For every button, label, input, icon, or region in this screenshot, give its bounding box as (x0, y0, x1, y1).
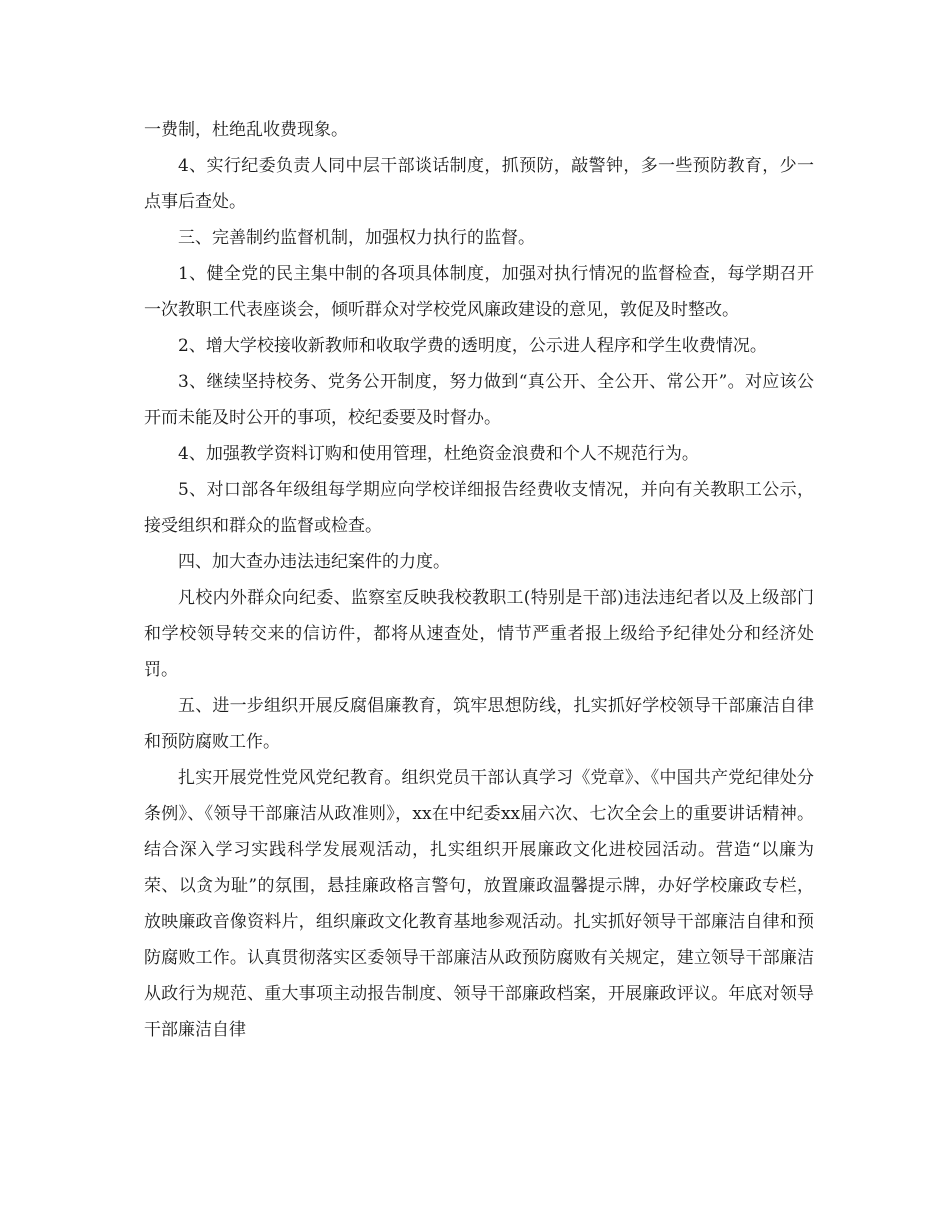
section-heading-4: 四、加大查办违法违纪案件的力度。 (178, 552, 450, 572)
paragraph-item-5-funds-report: 5、对口部各年级组每学期应向学校详细报告经费收支情况，并向有关教职工公示，接受组织和群众的监督或检查。 (144, 480, 814, 536)
paragraph-party-education: 扎实开展党性党风党纪教育。组织党员干部认真学习《党章》、《中国共产党纪律处分条例》、《领导干部廉洁从政准则》，xx在中纪委xx届六次、七次全会上的重要讲话精神。结合深入学习实践科学发展观活动，扎实组织开展廉政文化进校园活动。营造“以廉为荣、以贪为耻”的氛围，悬挂廉政格言警句，放置廉政温馨提示牌，办好学校廉政专栏，放映廉政音像资料片，组织廉政文化教育基地参观活动。扎实抓好领导干部廉洁自律和预防腐败工作。认真贯彻落实区委领导干部廉洁从政预防腐败有关规定，建立领导干部廉洁从政行为规范、重大事项主动报告制度、领导干部廉政档案，开展廉政评议。年底对领导干部廉洁自律 (144, 768, 814, 1040)
paragraph-item-4-materials: 4、加强教学资料订购和使用管理，杜绝资金浪费和个人不规范行为。 (178, 444, 699, 464)
paragraph-item-3-openness: 3、继续坚持校务、党务公开制度，努力做到“真公开、全公开、常公开”。对应该公开而未能及时公开的事项，校纪委要及时督办。 (144, 372, 814, 428)
paragraph-item-1-democratic-centralism: 1、健全党的民主集中制的各项具体制度，加强对执行情况的监督检查，每学期召开一次教职工代表座谈会，倾听群众对学校党风廉政建设的意见，敦促及时整改。 (144, 264, 814, 320)
paragraph-item-2-transparency: 2、增大学校接收新教师和收取学费的透明度，公示进人程序和学生收费情况。 (178, 336, 767, 356)
paragraph-item-4-talk-system: 4、实行纪委负责人同中层干部谈话制度，抓预防，敲警钟，多一些预防教育，少一点事后查处。 (144, 156, 814, 212)
document-body (144, 112, 814, 1048)
section-heading-5: 五、进一步组织开展反腐倡廉教育，筑牢思想防线，扎实抓好学校领导干部廉洁自律和预防腐败工作。 (144, 696, 814, 752)
section-heading-3: 三、完善制约监督机制，加强权力执行的监督。 (178, 228, 535, 248)
paragraph-complaints: 凡校内外群众向纪委、监察室反映我校教职工(特别是干部)违法违纪者以及上级部门和学校领导转交来的信访件，都将从速查处，情节严重者报上级给予纪律处分和经济处罚。 (144, 588, 814, 680)
paragraph-continuation: 一费制，杜绝乱收费现象。 (144, 120, 348, 140)
